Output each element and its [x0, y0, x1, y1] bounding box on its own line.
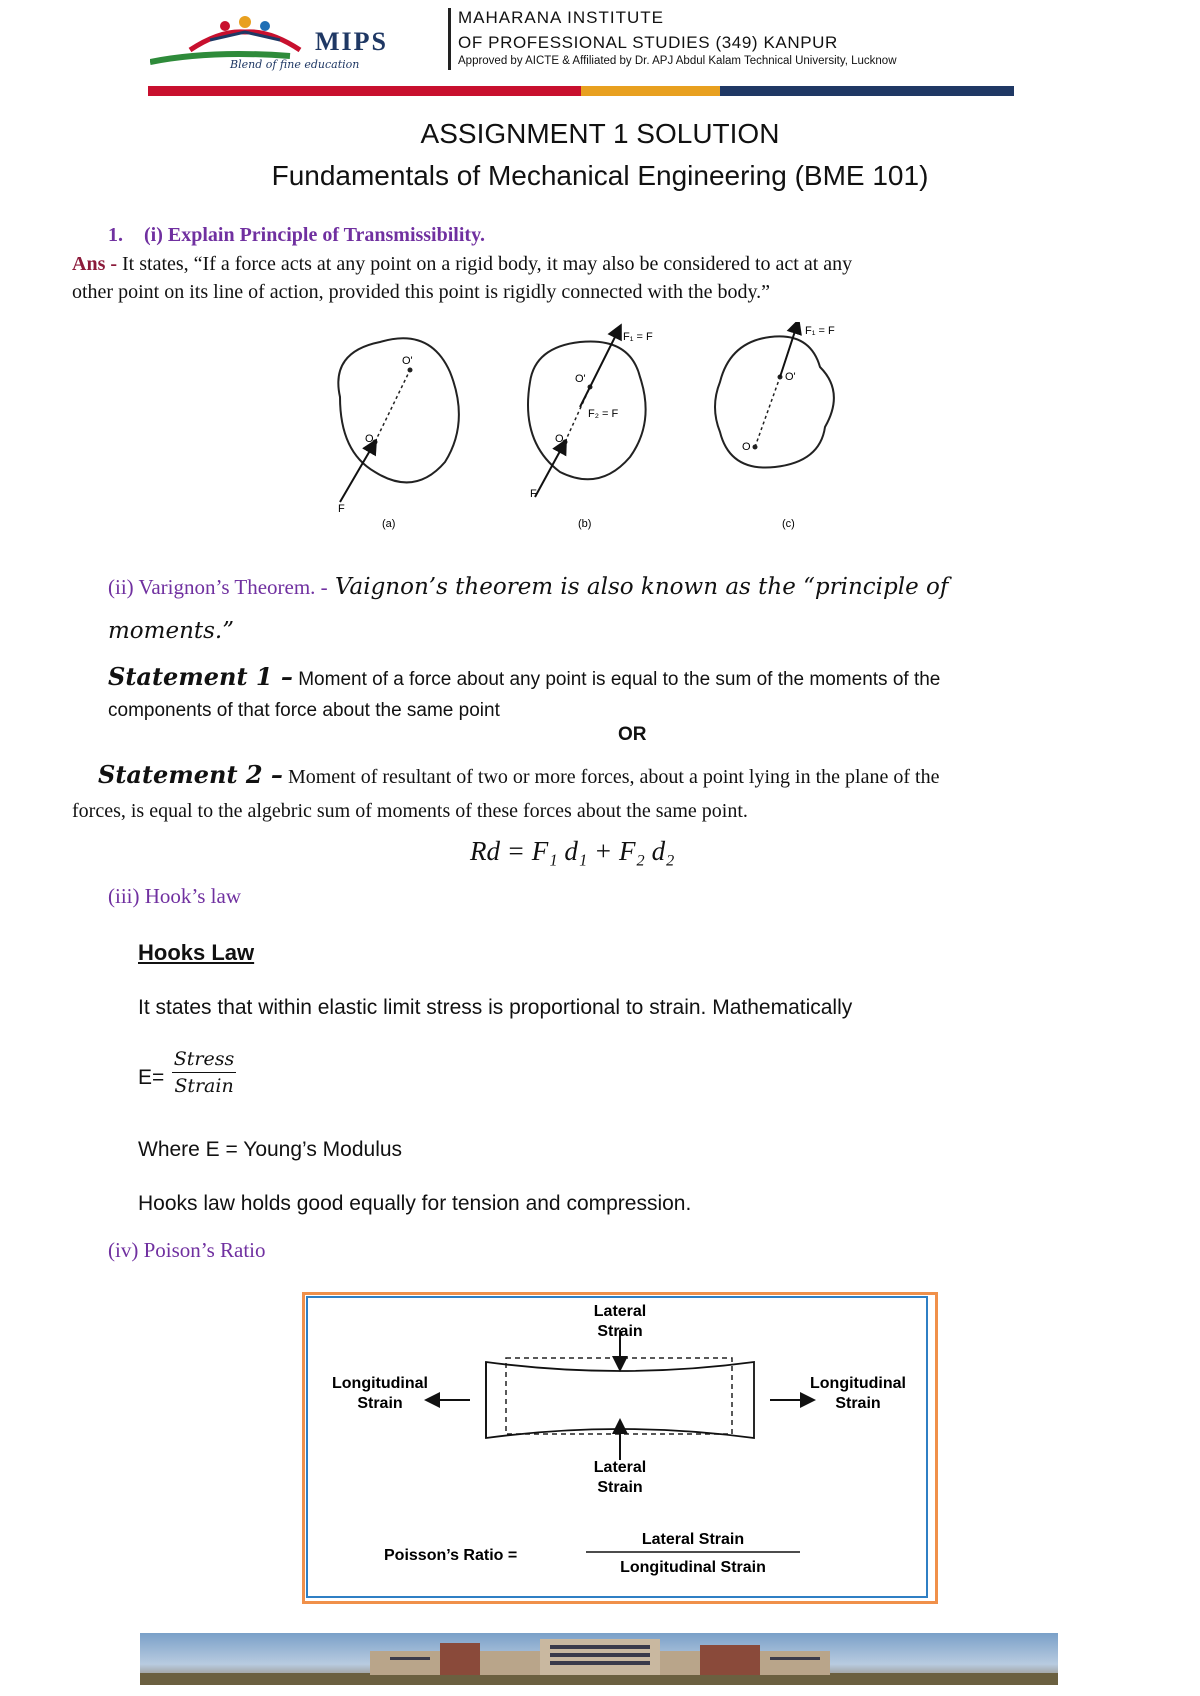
statement1-text: Moment of a force about any point is equal to the sum of the moments of the — [292, 669, 941, 690]
campus-building-image — [140, 1633, 1058, 1685]
label-o-prime-a: O' — [402, 355, 413, 367]
lateral-bottom-label-2: Strain — [597, 1479, 643, 1496]
label-o-a: O — [365, 433, 374, 445]
rule-segment-gold — [581, 86, 720, 96]
statement1-text-cont: components of that force about the same point — [108, 700, 500, 721]
header-color-rule — [148, 86, 1014, 96]
institute-logo — [150, 10, 440, 72]
hooke-title: Hooks Law — [138, 940, 255, 965]
rule-segment-navy — [720, 86, 1014, 96]
answer-paragraph — [72, 250, 852, 278]
statement1-line — [108, 662, 940, 691]
body-diagram-c — [715, 322, 835, 530]
hooke-where: Where E = Young’s Modulus — [138, 1138, 403, 1161]
varignon-heading: (ii) Varignon’s Theorem. - — [108, 575, 328, 599]
varignon-line — [108, 574, 948, 600]
assignment-title: ASSIGNMENT 1 SOLUTION — [420, 118, 780, 149]
statement2-text: Moment of resultant of two or more forces, about a point lying in the plane of the — [282, 766, 940, 788]
label-f2-b: F₂ = F — [588, 408, 619, 420]
hooke-e-label: E= — [138, 1066, 165, 1089]
varignon-intro: Vaignon’s theorem is also known as the “principle of — [327, 574, 949, 600]
ratio-numerator: Lateral Strain — [641, 1531, 745, 1548]
label-f1-c: F₁ = F — [805, 325, 835, 337]
varignon-formula: Rd = F₁ d₁ + F₂ d₂ — [470, 836, 675, 866]
statement2-text-cont: forces, is equal to the algebric sum of moments of these forces about the same point. — [72, 800, 748, 822]
logo-figures-icon — [150, 16, 300, 62]
lateral-bottom-label-1: Lateral — [593, 1459, 647, 1476]
body-diagram-b — [528, 327, 653, 530]
caption-b: (b) — [578, 518, 592, 530]
lateral-top-label-1: Lateral — [593, 1303, 647, 1320]
label-o-b: O — [555, 433, 564, 445]
hooke-numerator: Stress — [172, 1048, 236, 1073]
institute-name-line2: OF PROFESSIONAL STUDIES (349) KANPUR — [458, 33, 838, 52]
institute-approval-line: Approved by AICTE & Affiliated by Dr. APJ Abdul Kalam Technical University, Lucknow — [458, 55, 897, 67]
answer-text-line2: other point on its line of action, provided this point is rigidly connected with the body.” — [72, 281, 771, 303]
hooke-note: Hooks law holds good equally for tension and compression. — [138, 1192, 692, 1215]
ratio-denominator: Longitudinal Strain — [620, 1559, 766, 1576]
statement1-label: Statement 1 – — [108, 662, 293, 691]
label-f-a: F — [338, 503, 345, 515]
logo-text: MIPS — [315, 27, 388, 56]
longitudinal-right-label-1: Longitudinal — [810, 1375, 906, 1392]
longitudinal-left-label-2: Strain — [357, 1395, 403, 1412]
poisson-figure — [310, 1300, 924, 1592]
hooke-heading: (iii) Hook’s law — [108, 884, 241, 908]
course-title: Fundamentals of Mechanical Engineering (BME 101) — [271, 160, 929, 191]
body-diagram-a — [338, 338, 459, 530]
ratio-label: Poisson’s Ratio = — [384, 1547, 518, 1564]
caption-c: (c) — [782, 518, 795, 530]
hooke-fraction — [172, 1048, 236, 1097]
rule-segment-red — [148, 86, 581, 96]
label-f-b: F — [530, 488, 537, 500]
logo-tagline: Blend of fine education — [230, 58, 360, 71]
statement2-line — [98, 760, 939, 789]
answer-text-line1: It states, “If a force acts at any point on a rigid body, it may also be considered to act at any — [117, 253, 853, 275]
longitudinal-right-label-2: Strain — [835, 1395, 881, 1412]
question-number: 1. — [108, 224, 123, 246]
varignon-intro-cont: moments.” — [108, 618, 235, 644]
institute-name-line1: MAHARANA INSTITUTE — [458, 8, 664, 27]
caption-a: (a) — [382, 518, 396, 530]
longitudinal-left-label-1: Longitudinal — [332, 1375, 428, 1392]
label-f1-b: F₁ = F — [623, 331, 653, 343]
or-separator: OR — [618, 724, 647, 745]
label-o-prime-c: O' — [785, 371, 796, 383]
lateral-top-label-2: Strain — [597, 1323, 643, 1340]
header-divider — [448, 8, 451, 70]
hooke-denominator: Strain — [174, 1075, 234, 1097]
question-heading: (i) Explain Principle of Transmissibility. — [144, 224, 485, 246]
label-o-prime-b: O' — [575, 373, 586, 385]
hooke-statement: It states that within elastic limit stress is proportional to strain. Mathematically — [138, 996, 853, 1019]
answer-label: Ans - — [72, 253, 118, 275]
label-o-c: O — [742, 441, 751, 453]
transmissibility-figure — [320, 322, 880, 532]
poisson-heading: (iv) Poison’s Ratio — [108, 1238, 266, 1262]
statement2-label: Statement 2 – — [98, 760, 283, 789]
